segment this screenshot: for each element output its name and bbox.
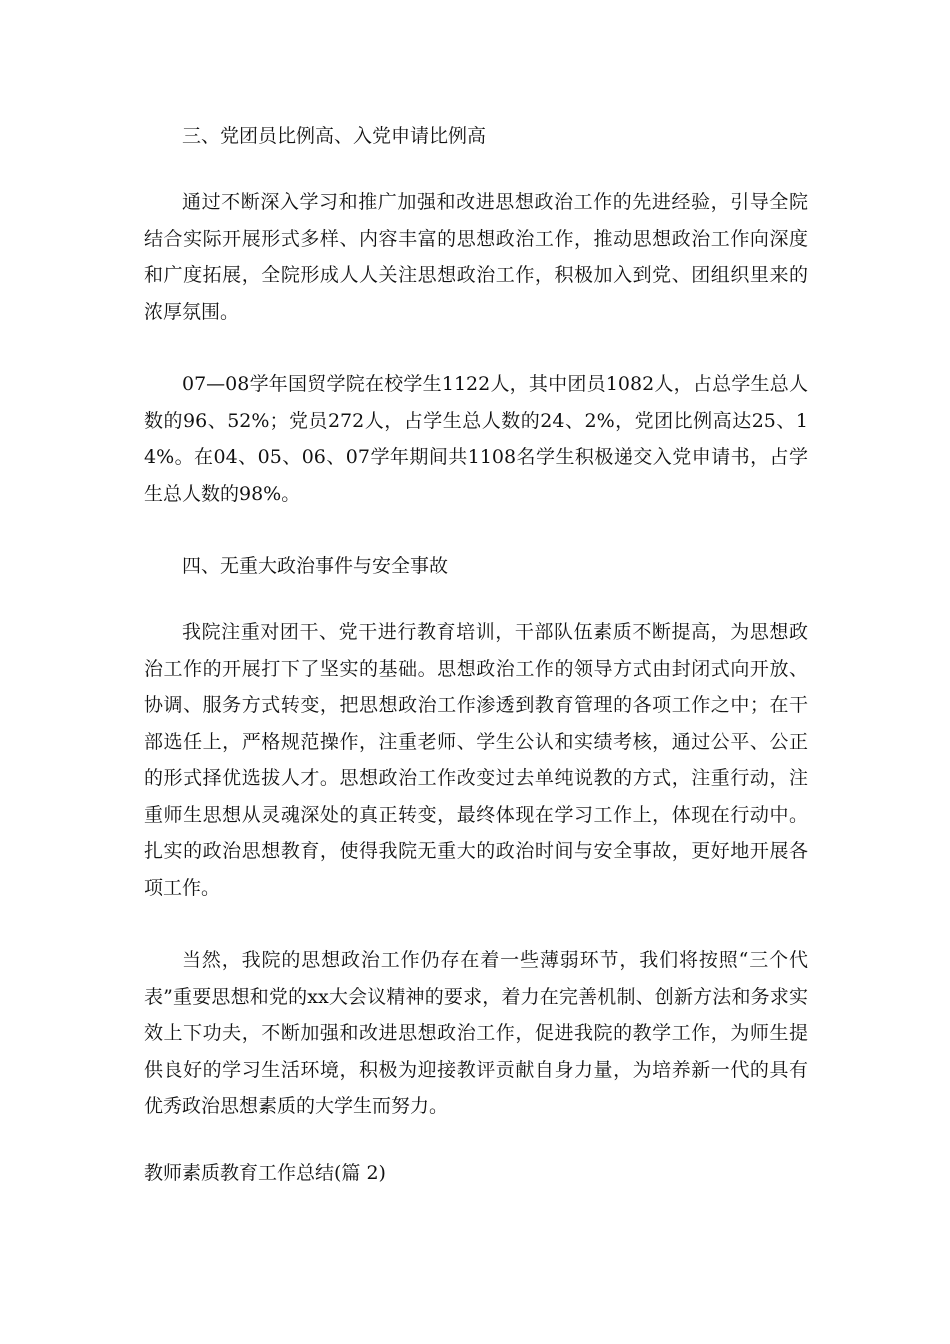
- next-article-title: 教师素质教育工作总结(篇 2): [144, 1161, 386, 1184]
- paragraph: 07—08学年国贸学院在校学生1122人，其中团员1082人，占总学生总人数的96、52%；党员272人，占学生总人数的24、2%，党团比例高达25、14%。在04、05、06、07学年期间共1108名学生积极递交入党申请书，占学生总人数的98%。: [144, 373, 808, 505]
- spacer: [144, 906, 808, 942]
- section-heading-4: 四、无重大政治事件与安全事故: [182, 555, 449, 577]
- spacer: [144, 512, 808, 548]
- paragraph: 我院注重对团干、党干进行教育培训，干部队伍素质不断提高，为思想政治工作的开展打下了坚实的基础。思想政治工作的领导方式由封闭式向开放、协调、服务方式转变，把思想政治工作渗透到教育管理的各项工作之中；在干部选任上，严格规范操作，注重老师、学生公认和实绩考核，通过公平、公正的形式择优选拔人才。思想政治工作改变过去单纯说教的方式，注重行动，注重师生思想从灵魂深处的真正转变，最终体现在学习工作上，体现在行动中。扎实的政治思想教育，使得我院无重大的政治时间与安全事故，更好地开展各项工作。: [144, 621, 808, 899]
- spacer: [144, 584, 808, 614]
- spacer: [144, 330, 808, 366]
- spacer: [144, 1125, 808, 1155]
- paragraph: 通过不断深入学习和推广加强和改进思想政治工作的先进经验，引导全院结合实际开展形式多样、内容丰富的思想政治工作，推动思想政治工作向深度和广度拓展，全院形成人人关注思想政治工作，积极加入到党、团组织里来的浓厚氛围。: [144, 191, 808, 323]
- spacer: [144, 154, 808, 184]
- section-heading-3: 三、党团员比例高、入党申请比例高: [182, 125, 487, 147]
- paragraph: 当然，我院的思想政治工作仍存在着一些薄弱环节，我们将按照“三个代表”重要思想和党的xx大会议精神的要求，着力在完善机制、创新方法和务求实效上下功夫，不断加强和改进思想政治工作，促进我院的教学工作，为师生提供良好的学习生活环境，积极为迎接教评贡献自身力量，为培养新一代的具有优秀政治思想素质的大学生而努力。: [144, 949, 808, 1117]
- document-body: [144, 118, 808, 1191]
